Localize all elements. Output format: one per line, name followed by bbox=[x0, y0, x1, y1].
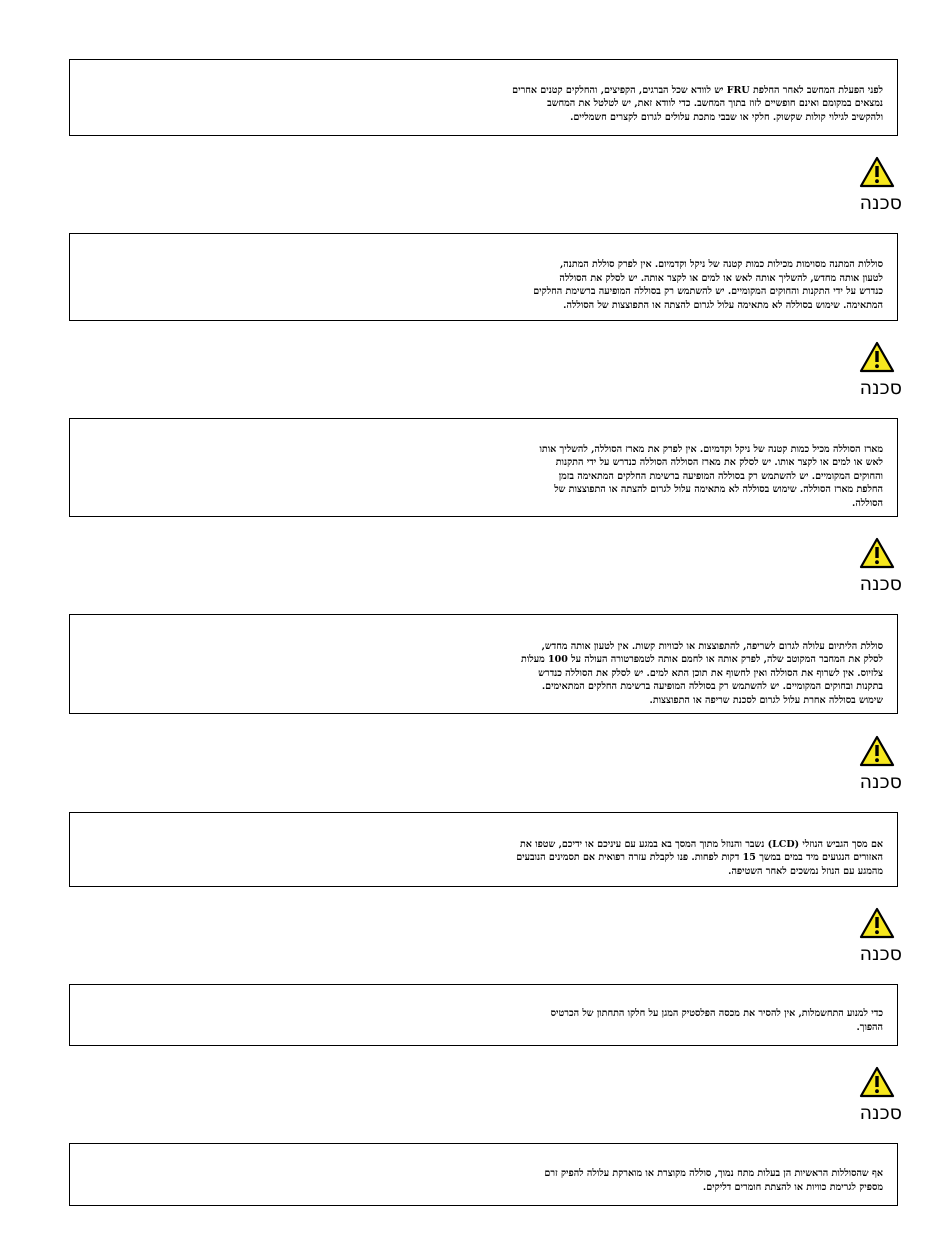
warning-triangle-icon bbox=[859, 735, 895, 767]
warning-triangle-icon bbox=[859, 341, 895, 373]
notice-line: מספיק לגרימת כוויות או להצתת חומרים דליקים. bbox=[702, 1181, 883, 1193]
danger-heading bbox=[842, 341, 902, 401]
danger-heading bbox=[842, 537, 902, 597]
notice-line: ההפוך. bbox=[856, 1021, 883, 1033]
notice-line: נמצאים במקומם ואינם חופשיים לזוז בתוך המחשב. כדי לוודא זאת, יש לטלטל את המחשב bbox=[547, 98, 883, 109]
danger-label: סכנה bbox=[859, 943, 902, 965]
danger-label: סכנה bbox=[859, 771, 902, 793]
notice-line: הסוללה. bbox=[852, 497, 883, 509]
notice-line: כנדרש על ידי התקנות והחוקים המקומיים. יש להשתמש רק בסוללה המופיעה ברשימת החלקים bbox=[533, 286, 883, 297]
notice-box-backup-battery bbox=[69, 233, 898, 321]
danger-heading bbox=[842, 907, 902, 967]
danger-heading bbox=[842, 1066, 902, 1126]
warning-triangle-icon bbox=[859, 156, 895, 188]
notice-line: מהמגע עם הנוזל נמשכים לאחר השטיפה. bbox=[728, 865, 883, 877]
danger-label: סכנה bbox=[859, 573, 902, 595]
notice-line: סוללת הליתיום עלולה לגרום לשריפה, להתפוצצות או לכוויות קשות. אין לטעון אותה מחדש, bbox=[541, 640, 883, 652]
danger-label: סכנה bbox=[859, 192, 902, 214]
notice-line: והחוקים המקומיים. יש להשתמש רק בסוללה המופיעה ברשימת החלקים המתאימה בזמן bbox=[558, 470, 883, 482]
notice-line: אף שהסוללות הראשיות הן בעלות מתח נמוך, סוללה מקוצרת או מוארקת עלולה להפיק זרם bbox=[544, 1168, 883, 1179]
notice-line: אם מסך הגביש הנוזלי (LCD) נשבר והנוזל מתוך המסך בא במגע עם עיניכם או ידיכם, שטפו את bbox=[520, 838, 883, 850]
notice-line: כדי למנוע התחשמלות, אין להסיר את מכסה הפלסטיק המגן על חלקו התחתון של הכרטיס bbox=[550, 1008, 883, 1019]
notice-box-lithium-battery bbox=[69, 614, 898, 714]
notice-line: לסלק את המחבר המקוטב שלה, לפרק אותה או לחמם אותה לטמפרטורה העולה על 100 מעלות bbox=[521, 654, 883, 665]
notice-line: בתקנות ובחוקים המקומיים. יש להשתמש רק בסוללה המופיעה ברשימת החלקים המתאימים. bbox=[541, 681, 883, 692]
notice-box-lcd bbox=[69, 812, 898, 887]
notice-line: לאש או למים או לקצר אותו. יש לסלק את מארז הסוללה הסוללה כנדרש על ידי התקנות bbox=[555, 457, 883, 468]
notice-line: צלזיוס. אין לשרוף את הסוללה ואין לחשוף את תוכן התא למים. יש לסלק את הסוללה כנדרש bbox=[538, 667, 883, 679]
notice-box-fru bbox=[69, 59, 898, 136]
danger-heading bbox=[842, 735, 902, 795]
notice-line: מארז הסוללה מכיל כמות קטנה של ניקל וקדמיום. אין לפרק את מארז הסוללה, להשליך אותו bbox=[539, 443, 883, 455]
notice-box-main-battery bbox=[69, 1143, 898, 1206]
danger-heading bbox=[842, 156, 902, 216]
notice-line: לפני הפעלת המחשב לאחר החלפת FRU יש לוודא שכל הברגים, הקפיצים, והחלקים קטנים אחרים bbox=[512, 84, 883, 96]
notice-line: החלפת מארז הסוללה. שימוש בסוללה לא מתאימה עלול לגרום להצתה או התפוצצות של bbox=[554, 484, 883, 495]
notice-box-battery-pack bbox=[69, 418, 898, 517]
notice-line: ולהקשיב לגילוי קולות שקשוק. חלקי או שבבי מתכת עלולים לגרום לקצרים חשמליים. bbox=[570, 111, 883, 123]
notice-box-plastic-cover bbox=[69, 984, 898, 1046]
notice-line: לטעון אותה מחדש, להשליך אותה לאש או למים או לקצר אותה. יש לסלק את הסוללה bbox=[559, 272, 883, 284]
notice-line: סוללות המתנה מסוימות מכילות כמות קטנה של ניקל וקדמיום. אין לפרק סוללת המתנה, bbox=[560, 259, 883, 270]
danger-label: סכנה bbox=[859, 1102, 902, 1124]
warning-triangle-icon bbox=[859, 1066, 895, 1098]
warning-triangle-icon bbox=[859, 907, 895, 939]
notice-line: שימוש בסוללה אחרת עלול לגרום לסכנת שריפה או התפוצצות. bbox=[649, 694, 883, 706]
notice-line: המתאימה. שימוש בסוללה לא מתאימה עלול לגרום להצתה או התפוצצות של הסוללה. bbox=[563, 299, 883, 311]
danger-label: סכנה bbox=[859, 377, 902, 399]
notice-line: האזורים הנגועים מיד במים במשך 15 דקות לפחות. פנו לקבלת עזרה רפואית אם תסמינים הנובעים bbox=[516, 852, 883, 863]
warning-triangle-icon bbox=[859, 537, 895, 569]
